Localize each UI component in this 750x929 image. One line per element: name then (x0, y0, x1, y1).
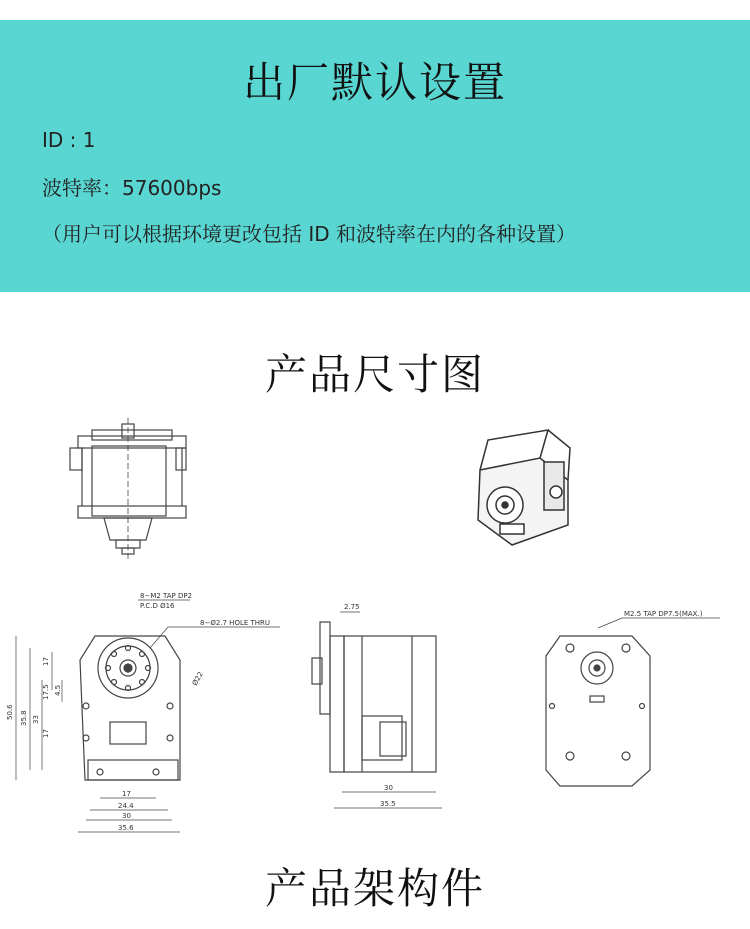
dim-height-5: 17.5 (42, 684, 50, 700)
back-tap-label: M2.5 TAP DP7.5(MAX.) (624, 610, 703, 618)
tap-label: 8−M2 TAP DP2 (140, 592, 193, 600)
servo-front-view-drawing (16, 600, 280, 832)
dim-height-2: 35.8 (20, 710, 28, 726)
frame-title: 产品架构件 (264, 864, 485, 913)
dim-height-total: 50.6 (6, 704, 14, 720)
diameter-label: Ø22 (190, 670, 205, 687)
profile-width-2: 35.5 (380, 800, 396, 808)
pcd-label: P.C.D Ø16 (140, 602, 175, 610)
profile-top-dim: 2.75 (344, 603, 360, 611)
dim-width-4: 35.6 (118, 824, 134, 832)
servo-back-view-drawing (546, 618, 720, 786)
dim-width-2: 24.4 (118, 802, 134, 810)
dim-width-3: 30 (122, 812, 131, 820)
servo-side-view-drawing (70, 418, 186, 560)
servo-profile-view-drawing (312, 612, 442, 808)
dim-height-6: 17 (42, 729, 50, 738)
profile-width-1: 30 (384, 784, 393, 792)
dim-height-7: 4.5 (54, 684, 62, 696)
settings-note: （用户可以根据环境更改包括 ID 和波特率在内的各种设置） (42, 222, 577, 246)
dim-height-3: 33 (32, 715, 40, 724)
id-setting: ID : 1 (42, 128, 96, 152)
factory-defaults-title: 出厂默认设置 (242, 58, 507, 107)
servo-isometric-view (478, 430, 570, 545)
hole-label: 8−Ø2.7 HOLE THRU (200, 619, 271, 627)
dim-width-1: 17 (122, 790, 131, 798)
dimensions-title: 产品尺寸图 (264, 350, 485, 399)
baud-rate-setting: 波特率：57600bps (42, 176, 222, 200)
dim-height-4: 17 (42, 657, 50, 666)
